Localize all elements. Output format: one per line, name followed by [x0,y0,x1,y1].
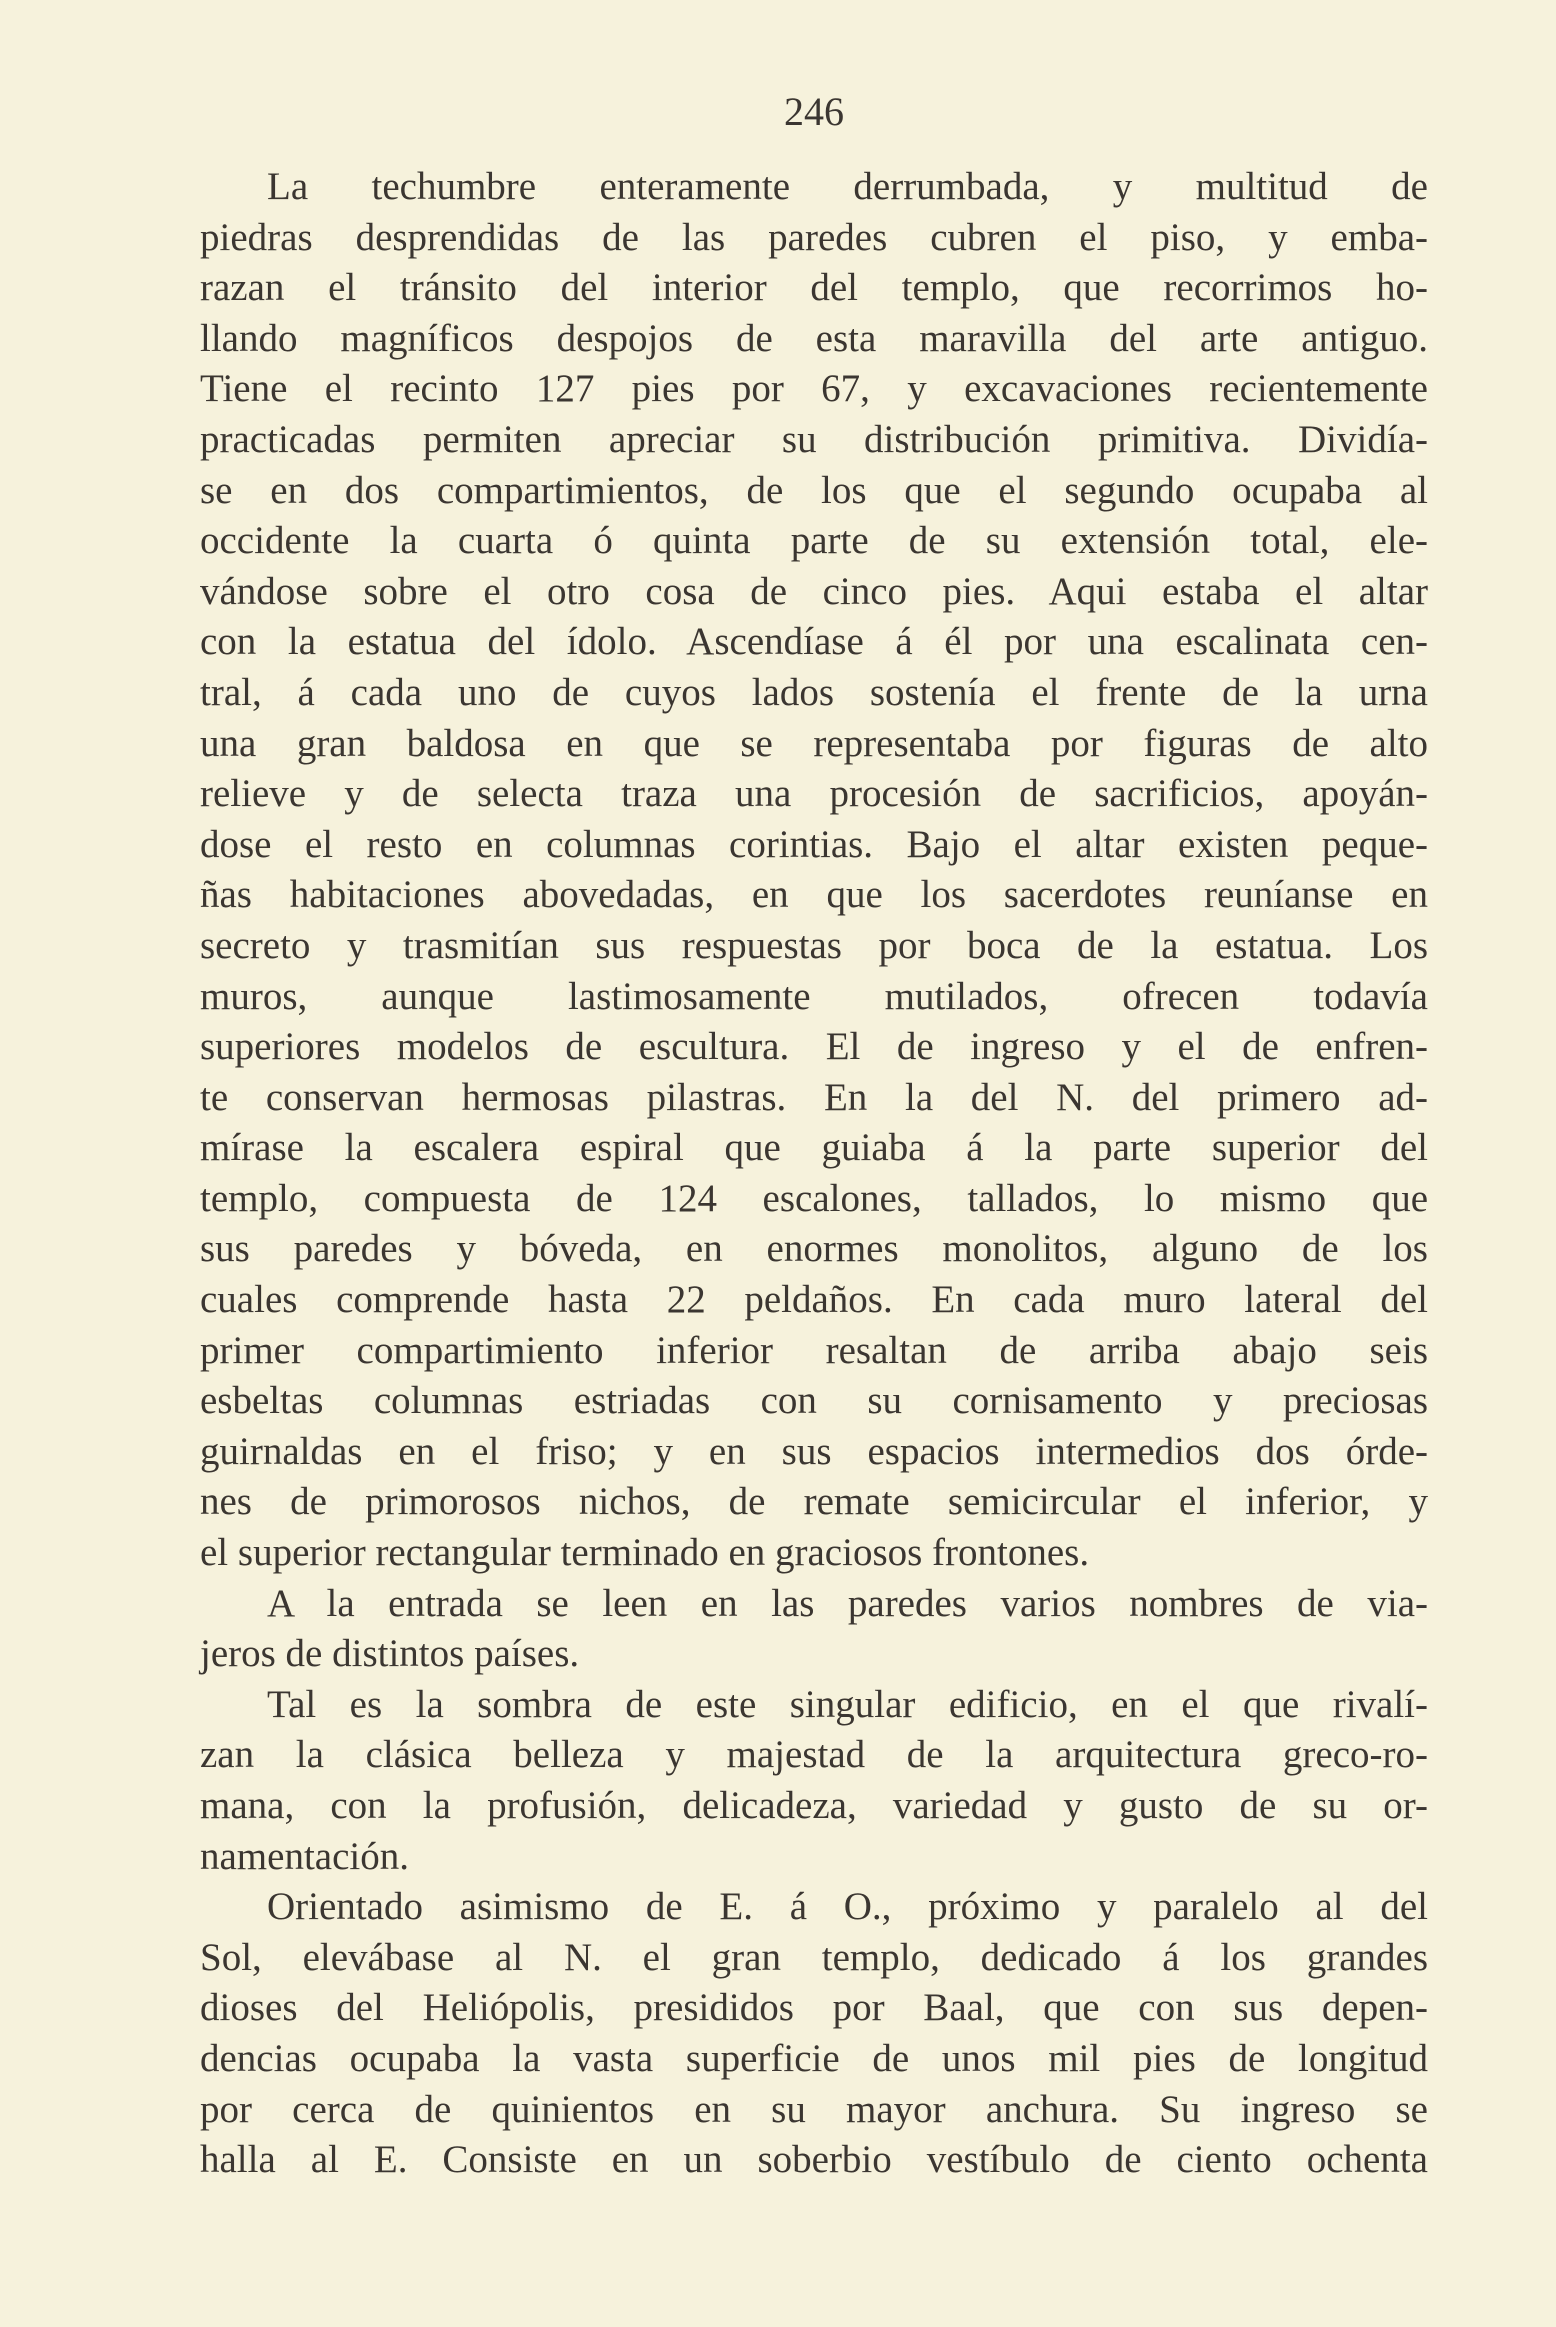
text-line: primer compartimiento inferior resaltan de arriba abajo seis [200,1328,1428,1372]
text-line: guirnaldas en el friso; y en sus espacios intermedios dos órde- [200,1429,1428,1473]
text-line: A la entrada se leen en las paredes varios nombres de via- [267,1581,1428,1625]
text-line: piedras desprendidas de las paredes cubren el piso, y emba- [200,215,1428,259]
text-line: mana, con la profusión, delicadeza, variedad y gusto de su or- [200,1784,1428,1827]
text-line: cuales comprende hasta 22 peldaños. En cada muro lateral del [200,1278,1428,1322]
text-line: por cerca de quinientos en su mayor anchura. Su ingreso se [200,2087,1428,2131]
text-line: tral, á cada uno de cuyos lados sostenía el frente de la urna [200,670,1428,714]
text-line: dose el resto en columnas corintias. Bajo el altar existen peque- [200,822,1428,866]
text-line: una gran baldosa en que se representaba por figuras de alto [200,721,1428,765]
text-line: se en dos compartimientos, de los que el segundo ocupaba al [200,468,1428,512]
text-line: superiores modelos de escultura. El de ingreso y el de enfren- [200,1025,1428,1069]
text-line: te conservan hermosas pilastras. En la del N. del primero ad- [200,1075,1428,1119]
text-line: ñas habitaciones abovedadas, en que los sacerdotes reuníanse en [200,873,1428,917]
text-line: dioses del Heliópolis, presididos por Baal, que con sus depen- [200,1986,1428,2030]
text-line: mírase la escalera espiral que guiaba á la parte superior del [200,1126,1428,1170]
text-line: razan el tránsito del interior del templo, que recorrimos ho- [200,266,1428,310]
text-line: occidente la cuarta ó quinta parte de su extensión total, ele- [200,519,1428,563]
text-line: practicadas permiten apreciar su distribución primitiva. Dividía- [200,417,1428,461]
text-line: secreto y trasmitían sus respuestas por boca de la estatua. Los [200,923,1428,967]
text-line: Tal es la sombra de este singular edificio, en el que rivalí- [267,1682,1428,1726]
text-line: jeros de distintos países. [200,1632,580,1676]
page-number: 246 [784,89,844,134]
text-line: esbeltas columnas estriadas con su cornisamento y preciosas [200,1379,1428,1423]
body-text [200,162,1428,2186]
text-line: zan la clásica belleza y majestad de la arquitectura greco-ro- [200,1733,1428,1777]
text-line: llando magníficos despojos de esta maravilla del arte antiguo. [200,316,1428,360]
text-line: Sol, elevábase al N. el gran templo, dedicado á los grandes [200,1935,1428,1979]
text-line: templo, compuesta de 124 escalones, tallados, lo mismo que [200,1176,1428,1220]
text-line: muros, aunque lastimosamente mutilados, ofrecen todavía [200,974,1428,1018]
text-line: sus paredes y bóveda, en enormes monolitos, alguno de los [200,1227,1428,1271]
text-line: nes de primorosos nichos, de remate semicircular el inferior, y [200,1480,1428,1524]
text-line: vándose sobre el otro cosa de cinco pies. Aqui estaba el altar [200,569,1428,613]
text-line: halla al E. Consiste en un soberbio vestíbulo de ciento ochenta [200,2138,1428,2182]
text-line: Orientado asimismo de E. á O., próximo y paralelo al del [267,1885,1428,1929]
text-line: dencias ocupaba la vasta superficie de unos mil pies de longitud [200,2036,1428,2080]
text-line: con la estatua del ídolo. Ascendíase á él por una escalinata cen- [200,620,1428,664]
text-line: namentación. [200,1834,409,1878]
text-line: relieve y de selecta traza una procesión de sacrificios, apoyán- [200,772,1428,816]
text-line: La techumbre enteramente derrumbada, y multitud de [267,165,1428,208]
text-line: Tiene el recinto 127 pies por 67, y excavaciones recientemente [200,367,1428,411]
text-line: el superior rectangular terminado en graciosos frontones. [200,1531,1090,1575]
